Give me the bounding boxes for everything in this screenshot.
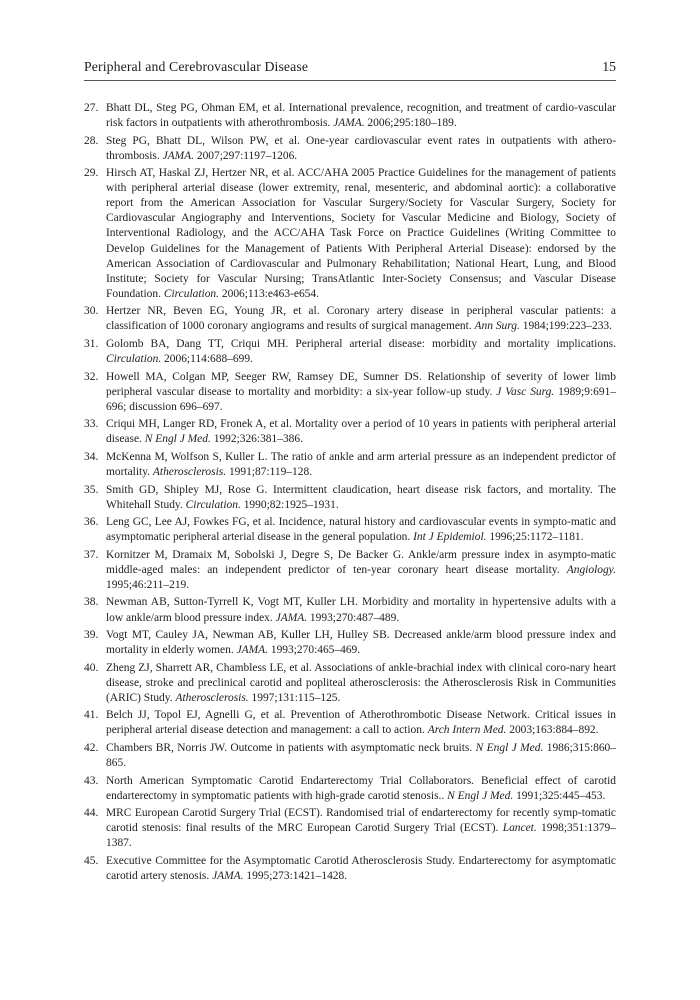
reference-number: 45. bbox=[84, 855, 99, 868]
reference-journal: Angiology. bbox=[566, 563, 616, 576]
reference-number: 28. bbox=[84, 134, 99, 147]
reference-text: Golomb BA, Dang TT, Criqui MH. Peripheral arterial disease: morbidity and mortality implications. bbox=[106, 337, 616, 350]
page-number: 15 bbox=[602, 59, 616, 74]
reference-citation: 2006;295:180–189. bbox=[364, 117, 457, 130]
reference-number: 38. bbox=[84, 596, 99, 609]
reference-text: Howell MA, Colgan MP, Seeger RW, Ramsey DE, Sumner DS. Relationship of severity of lower limb peripheral vascular disease to mortality and morbidity: a six-year follow-up study. bbox=[106, 370, 616, 398]
reference-journal: Circulation. bbox=[185, 498, 241, 511]
reference-journal: Circulation. bbox=[163, 287, 220, 300]
reference-citation: 1992;326:381–386. bbox=[210, 433, 303, 446]
reference-journal: Atherosclerosis. bbox=[152, 465, 227, 478]
reference-citation: 1995;46:211–219. bbox=[106, 578, 190, 591]
reference-list bbox=[84, 101, 616, 887]
reference-number: 43. bbox=[84, 774, 99, 787]
reference-item bbox=[84, 595, 616, 625]
reference-citation: 1996;25:1172–1181. bbox=[486, 531, 584, 544]
reference-citation: 1993;270:487–489. bbox=[307, 611, 400, 624]
reference-number: 44. bbox=[84, 807, 99, 820]
reference-number: 32. bbox=[84, 370, 99, 383]
reference-journal: JAMA. bbox=[162, 149, 194, 162]
reference-item bbox=[84, 134, 616, 164]
reference-number: 30. bbox=[84, 305, 99, 318]
reference-item bbox=[84, 628, 616, 658]
reference-journal: JAMA. bbox=[333, 117, 365, 130]
reference-text: Vogt MT, Cauley JA, Newman AB, Kuller LH, Hulley SB. Decreased ankle/arm blood pressure index and mortality in elderly women. bbox=[106, 629, 616, 657]
reference-text: Zheng ZJ, Sharrett AR, Chambless LE, et al. Associations of ankle-brachial index with clinical coro-nary heart disease, stroke and preclinical carotid and popliteal atherosclerosis: the Atherosclerosis Risk in Communities (ARIC) Study. bbox=[106, 661, 616, 704]
reference-citation: 1986;315:860–865. bbox=[106, 742, 616, 770]
running-header bbox=[84, 58, 616, 81]
reference-item bbox=[84, 417, 616, 447]
reference-citation: 1991;87:119–128. bbox=[226, 465, 313, 478]
reference-text: Executive Committee for the Asymptomatic Carotid Atherosclerosis Study. Endarterectomy for asymptomatic carotid artery stenosis. bbox=[106, 855, 616, 883]
reference-journal: Int J Epidemiol. bbox=[413, 531, 487, 544]
reference-item bbox=[84, 450, 616, 480]
reference-journal: N Engl J Med. bbox=[475, 742, 544, 755]
reference-item bbox=[84, 548, 616, 593]
reference-number: 35. bbox=[84, 483, 99, 496]
reference-journal: JAMA. bbox=[236, 644, 268, 657]
reference-journal: JAMA. bbox=[275, 611, 308, 624]
reference-text: Steg PG, Bhatt DL, Wilson PW, et al. One-year cardiovascular event rates in outpatients with athero-thrombosis. bbox=[106, 134, 616, 162]
reference-item bbox=[84, 708, 616, 738]
reference-text: Newman AB, Sutton-Tyrrell K, Vogt MT, Kuller LH. Morbidity and mortality in hypertensive adults with a low ankle/arm blood pressure index. bbox=[106, 596, 616, 624]
reference-number: 27. bbox=[84, 102, 99, 114]
reference-journal: Arch Intern Med. bbox=[427, 724, 507, 737]
reference-journal: Circulation. bbox=[106, 352, 162, 365]
reference-citation: 2006;114:688–699. bbox=[161, 352, 253, 365]
reference-number: 42. bbox=[84, 742, 99, 755]
reference-item bbox=[84, 101, 616, 131]
reference-journal: JAMA. bbox=[212, 870, 244, 883]
reference-text: Criqui MH, Langer RD, Fronek A, et al. Mortality over a period of 10 years in patients with peripheral arterial disease. bbox=[106, 418, 616, 446]
reference-text: Kornitzer M, Dramaix M, Sobolski J, Degre S, De Backer G. Ankle/arm pressure index in asympto-matic middle-aged males: an independent predictor of ten-year coronary heart disease mortality. bbox=[106, 548, 616, 576]
reference-item bbox=[84, 166, 616, 301]
reference-item bbox=[84, 741, 616, 771]
reference-item bbox=[84, 370, 616, 415]
reference-text: Bhatt DL, Steg PG, Ohman EM, et al. International prevalence, recognition, and treatment of cardio-vascular risk factors in outpatients with atherothrombosis. bbox=[106, 102, 616, 130]
reference-number: 41. bbox=[84, 709, 99, 722]
reference-item bbox=[84, 515, 616, 545]
reference-number: 40. bbox=[84, 661, 99, 674]
reference-citation: 1990;82:1925–1931. bbox=[240, 498, 339, 511]
reference-journal: Ann Surg. bbox=[474, 320, 520, 333]
reference-journal: Atherosclerosis. bbox=[175, 691, 249, 704]
reference-text: North American Symptomatic Carotid Endarterectomy Trial Collaborators. Beneficial effect of carotid endarterectomy in symptomatic patients with high-grade carotid stenosis.. bbox=[106, 774, 616, 802]
reference-number: 39. bbox=[84, 629, 99, 642]
reference-text: Belch JJ, Topol EJ, Agnelli G, et al. Prevention of Atherothrombotic Disease Network. Critical issues in peripheral arterial disease detection and management: a call to action. bbox=[106, 709, 616, 737]
reference-citation: 1991;325:445–453. bbox=[513, 789, 606, 802]
reference-item bbox=[84, 661, 616, 706]
reference-citation: 1998;351:1379–1387. bbox=[106, 822, 616, 850]
reference-journal: N Engl J Med. bbox=[447, 789, 514, 802]
reference-citation: 2006;113:e463-e654. bbox=[219, 287, 319, 300]
reference-item bbox=[84, 854, 616, 884]
reference-text: Hertzer NR, Beven EG, Young JR, et al. Coronary artery disease in peripheral vascular patients: a classification of 1000 coronary angiograms and results of surgical management. bbox=[106, 305, 616, 333]
reference-citation: 1995;273:1421–1428. bbox=[243, 870, 348, 883]
reference-number: 29. bbox=[84, 167, 99, 180]
reference-number: 34. bbox=[84, 450, 99, 463]
reference-number: 36. bbox=[84, 516, 99, 529]
reference-item bbox=[84, 774, 616, 804]
reference-journal: N Engl J Med. bbox=[144, 433, 211, 446]
reference-item bbox=[84, 304, 616, 334]
reference-text: MRC European Carotid Surgery Trial (ECST). Randomised trial of endarterectomy for recently symp-tomatic carotid stenosis: final results of the MRC European Carotid Surgery Trial (ECST). bbox=[106, 807, 616, 835]
reference-citation: 1997;131:115–125. bbox=[248, 691, 341, 704]
reference-text: Chambers BR, Norris JW. Outcome in patients with asymptomatic neck bruits. bbox=[106, 742, 476, 755]
reference-citation: 1993;270:465–469. bbox=[268, 644, 361, 657]
reference-citation: 2003;163:884–892. bbox=[506, 724, 599, 737]
reference-journal: J Vasc Surg. bbox=[496, 385, 555, 398]
reference-item bbox=[84, 337, 616, 367]
reference-citation: 1984;199:223–233. bbox=[519, 320, 613, 333]
reference-item bbox=[84, 483, 616, 513]
reference-number: 33. bbox=[84, 418, 99, 431]
reference-text: McKenna M, Wolfson S, Kuller L. The ratio of ankle and arm arterial pressure as an independent predictor of mortality. bbox=[106, 450, 616, 478]
reference-text: Leng GC, Lee AJ, Fowkes FG, et al. Incidence, natural history and cardiovascular events in sympto-matic and asymptomatic peripheral arterial disease in the general population. bbox=[106, 516, 616, 544]
running-header-title: Peripheral and Cerebrovascular Disease bbox=[84, 59, 309, 74]
reference-journal: Lancet. bbox=[502, 822, 537, 835]
reference-number: 37. bbox=[84, 548, 99, 561]
reference-text: Smith GD, Shipley MJ, Rose G. Intermittent claudication, heart disease risk factors, and mortality. The Whitehall Study. bbox=[106, 483, 616, 511]
reference-text: Hirsch AT, Haskal ZJ, Hertzer NR, et al. ACC/AHA 2005 Practice Guidelines for the management of patients with peripheral arterial disease (lower extremity, renal, mesenteric, and abdominal aortic): a collaborative report from the American Association for Vascular Surgery/Society for Vascular Surgery, Society for Cardiovascular Angiography and Interventions, Society for Vascular Medicine and Biology, Society of Interventional Radiology, and the ACC/AHA Task Force on Practice Guidelines (Writing Committee to Develop Guidelines for the Management of Patients With Peripheral Arterial Disease): endorsed by the American Association of Cardiovascular and Pulmonary Rehabilitation; National Heart, Lung, and Blood Institute; Society for Vascular Nursing; TransAtlantic Inter-Society Consensus; and Vascular Disease Foundation. bbox=[106, 167, 616, 300]
reference-number: 31. bbox=[84, 337, 99, 350]
reference-citation: 2007;297:1197–1206. bbox=[194, 149, 298, 162]
reference-item bbox=[84, 806, 616, 851]
reference-citation: 1989;9:691–696; discussion 696–697. bbox=[106, 385, 617, 413]
